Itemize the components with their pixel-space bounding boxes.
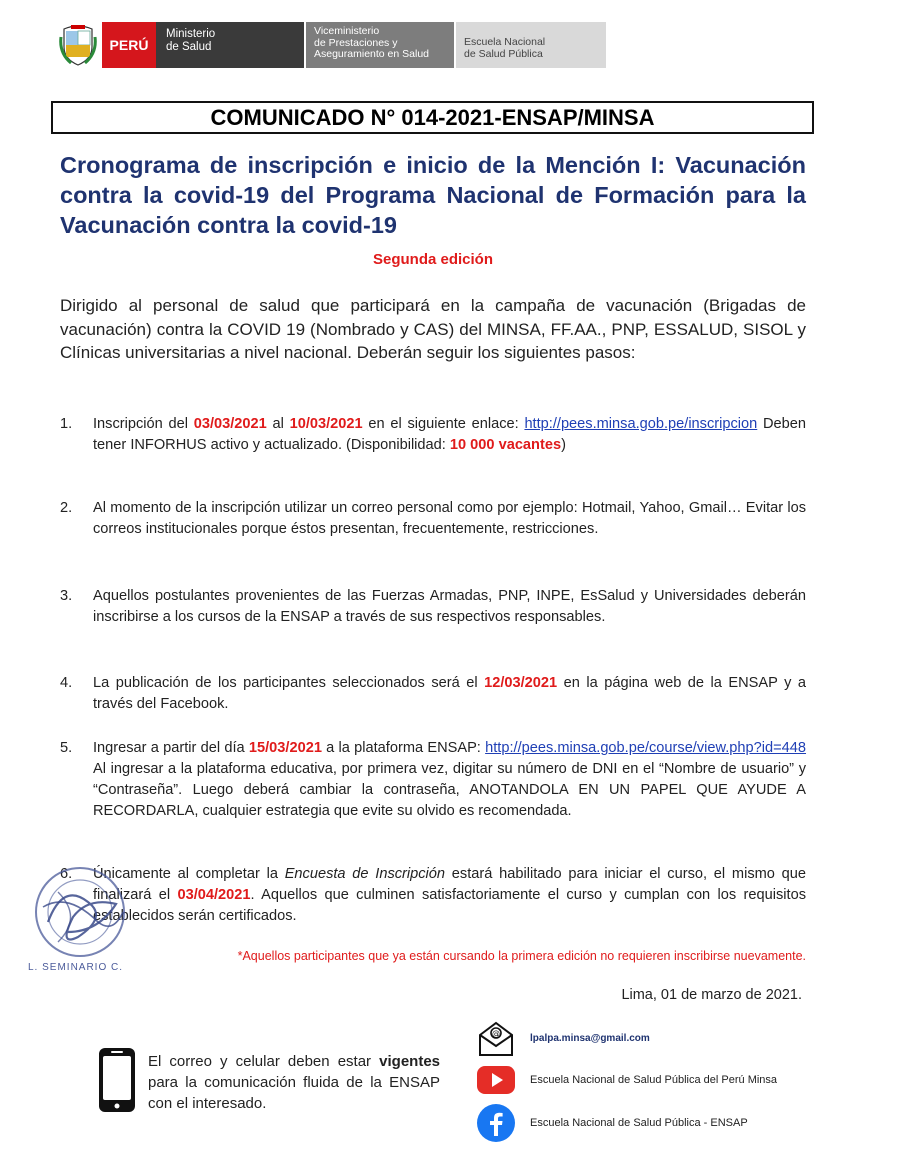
contact-note: El correo y celular deben estar vigentes para la comunicación fluida de la ENSAP con el interesado. xyxy=(148,1053,440,1112)
contact-email xyxy=(476,1018,650,1058)
header-logo-bar xyxy=(58,22,606,68)
step-5: 5. Ingresar a partir del día 15/03/2021 a la plataforma ENSAP: http://pees.minsa.gob.pe/course/view.php?id=448 Al ingresar a la plataforma educativa, por primera vez, digitar su número de DNI en el “Nombre de usuario” y “Contraseña”. Luego deberá cambiar la contraseña, ANOTANDOLA EN UN PAPEL QUE AYUDE A RECORDARLA, cualquier estrategia que evite su olvido es recomendada. xyxy=(60,740,807,819)
facebook-icon xyxy=(476,1103,516,1143)
stamp-seal: L. SEMINARIO C. xyxy=(28,862,136,978)
course-link[interactable]: http://pees.minsa.gob.pe/course/view.php?id=448 xyxy=(485,740,807,756)
document-title: Cronograma de inscripción e inicio de la Mención I: Vacunación contra la covid-19 del Programa Nacional de Formación para la Vacunación contra la covid-19 xyxy=(60,152,806,238)
step-3: 3. Aquellos postulantes provenientes de las Fuerzas Armadas, PNP, INPE, EsSalud y Universidades deberán inscribirse a los cursos de la ENSAP a través de sus respectivos responsables. xyxy=(60,588,806,625)
vacancies: 10 000 vacantes xyxy=(449,437,562,453)
step-6: 6. Únicamente al completar la Encuesta de Inscripción estará habilitado para iniciar el curso, el mismo que finalizará el 03/04/2021. Aquellos que culminen satisfactoriamente el curso y cumplan con los requisitos establecidos serán certificados. xyxy=(60,866,807,924)
inscripcion-link[interactable]: http://pees.minsa.gob.pe/inscripcion xyxy=(524,416,758,432)
viceministerio-label: Viceministerio de Prestaciones y Aseguramiento en Salud xyxy=(306,22,454,68)
svg-text:@: @ xyxy=(492,1029,500,1038)
step-number: 3. xyxy=(60,588,73,604)
step-2: 2. Al momento de la inscripción utilizar un correo personal como por ejemplo: Hotmail, Yahoo, Gmail… Evitar los correos institucionales porque éstos presentan, frecuentemente, restricciones. xyxy=(60,500,806,537)
footnote: *Aquellos participantes que ya están cursando la primera edición no requieren inscribirse nuevamente. xyxy=(237,949,806,963)
ministerio-label: Ministerio de Salud xyxy=(156,22,304,68)
email-address[interactable]: lpalpa.minsa@gmail.com xyxy=(530,1032,650,1044)
step-4: 4. La publicación de los participantes seleccionados será el 12/03/2021 en la página web de la ENSAP y a través del Facebook. xyxy=(60,675,806,712)
publication-date: 12/03/2021 xyxy=(484,675,558,691)
contact-facebook xyxy=(476,1103,748,1143)
email-icon xyxy=(476,1018,516,1058)
date-start: 03/03/2021 xyxy=(193,416,267,432)
crest-icon xyxy=(58,22,98,68)
step-1: 1. Inscripción del 03/03/2021 al 10/03/2021 en el siguiente enlace: http://pees.minsa.gob.pe/inscripcion Deben tener INFORHUS activo y actualizado. (Disponibilidad: 10 000 vacantes) xyxy=(60,416,807,453)
intro-paragraph: Dirigido al personal de salud que participará en la campaña de vacunación (Brigadas de vacunación) contra la COVID 19 (Nombrado y CAS) del MINSA, FF.AA., PNP, ESSALUD, SISOL y Clínicas universitarias a nivel nacional. Deberán seguir los siguientes pasos: xyxy=(60,296,806,362)
step-number: 4. xyxy=(60,675,73,691)
step-number: 5. xyxy=(60,740,73,756)
phone-icon xyxy=(97,1046,137,1114)
peru-label: PERÚ xyxy=(102,22,156,68)
date-end: 10/03/2021 xyxy=(289,416,363,432)
step-number: 6. xyxy=(60,866,73,882)
comunicado-title: COMUNICADO N° 014-2021-ENSAP/MINSA xyxy=(51,101,814,134)
escuela-label: Escuela Nacional de Salud Pública xyxy=(456,22,606,68)
edition-label: Segunda edición xyxy=(372,251,493,268)
survey-name: Encuesta de Inscripción xyxy=(284,866,446,882)
place-date: Lima, 01 de marzo de 2021. xyxy=(621,987,802,1003)
start-date: 15/03/2021 xyxy=(248,740,322,756)
youtube-icon xyxy=(476,1060,516,1100)
youtube-channel[interactable]: Escuela Nacional de Salud Pública del Perú Minsa xyxy=(530,1074,778,1086)
facebook-page[interactable]: Escuela Nacional de Salud Pública - ENSAP xyxy=(530,1117,748,1129)
step-number: 2. xyxy=(60,500,73,516)
contact-youtube xyxy=(476,1060,777,1100)
end-date: 03/04/2021 xyxy=(177,887,251,903)
step-number: 1. xyxy=(60,416,73,432)
